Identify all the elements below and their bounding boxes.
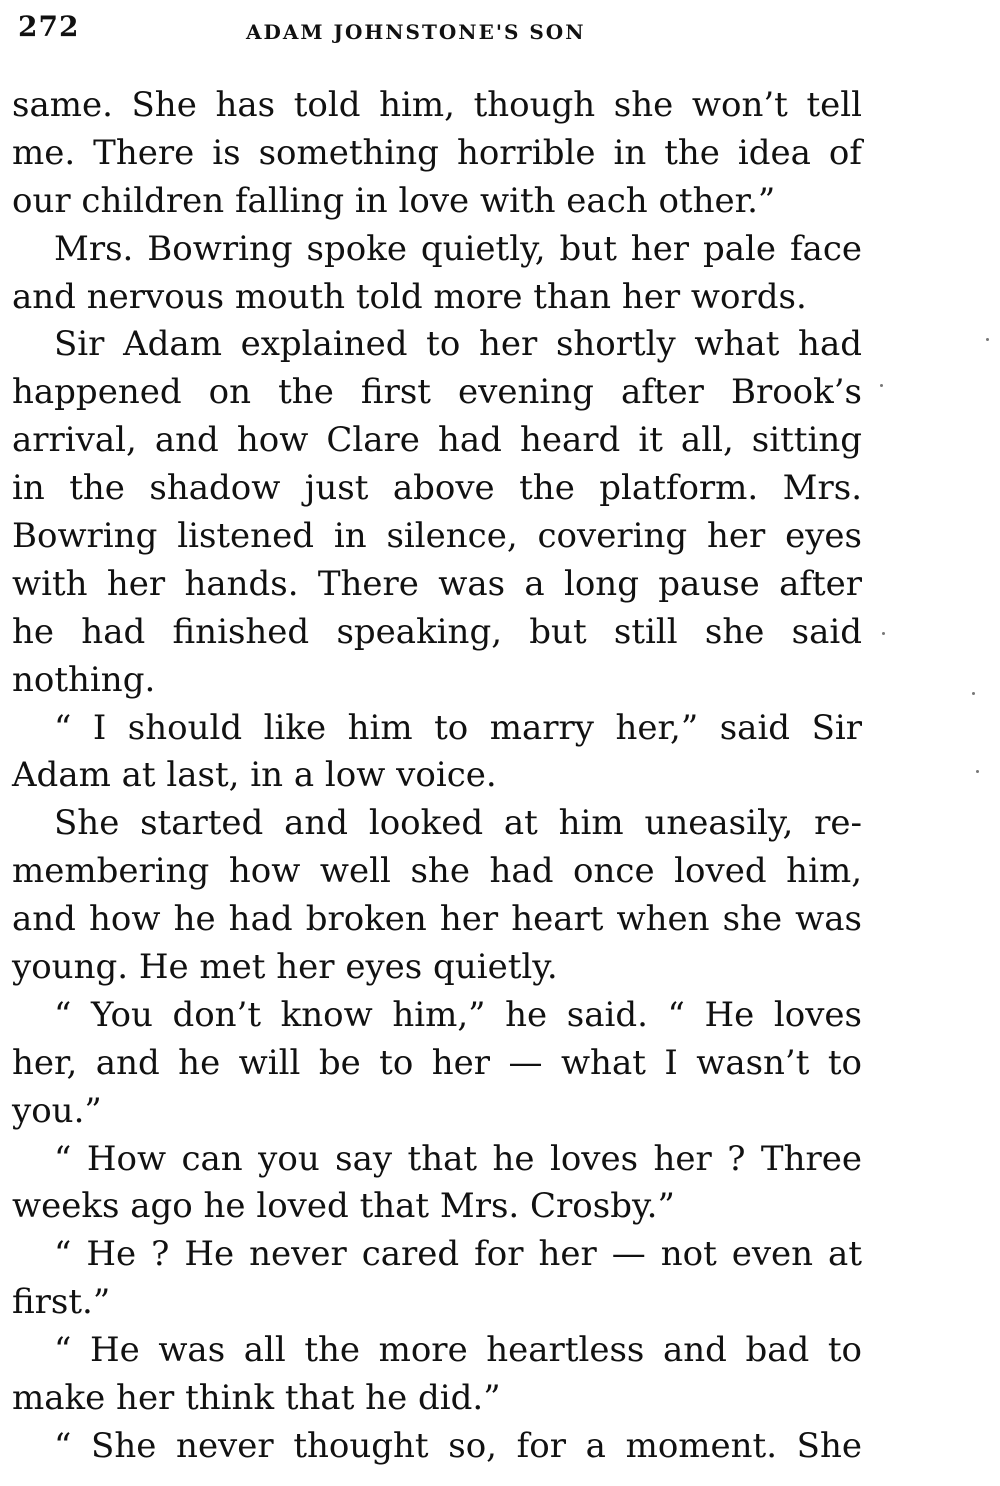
text-line: arrival, and how Clare had heard it all, sitting — [12, 420, 862, 461]
text-line: Bowring listened in silence, covering her eyes — [12, 516, 862, 557]
text-line: in the shadow just above the platform. Mrs. — [12, 468, 862, 509]
text-line: Sir Adam explained to her shortly what had — [54, 324, 862, 365]
text-line: weeks ago he loved that Mrs. Crosby.” — [12, 1186, 675, 1227]
text-line: nothing. — [12, 659, 156, 700]
page-header — [18, 10, 858, 46]
text-line: Adam at last, in a low voice. — [12, 755, 497, 796]
text-line: same. She has told him, though she won’t tell — [12, 85, 862, 125]
text-line: Mrs. Bowring spoke quietly, but her pale face — [54, 228, 862, 269]
text-line: “ I should like him to marry her,” said Sir — [54, 707, 862, 748]
text-line: make her think that he did.” — [12, 1378, 501, 1419]
text-line: our children falling in love with each other.” — [12, 180, 776, 221]
text-line: young. He met her eyes quietly. — [12, 947, 558, 988]
text-line: She started and looked at him uneasily, re- — [54, 803, 862, 844]
text-line: me. There is something horrible in the idea of — [12, 132, 862, 173]
scan-speck — [986, 338, 989, 341]
text-line: “ How can you say that he loves her ? Three — [54, 1138, 862, 1179]
body-text — [12, 82, 862, 1471]
scan-speck — [976, 770, 979, 773]
running-title: ADAM JOHNSTONE'S SON — [246, 20, 586, 44]
scan-speck — [972, 692, 975, 695]
text-line: “ She never thought so, for a moment. She — [54, 1425, 862, 1466]
text-line: happened on the first evening after Brook’s — [12, 372, 862, 413]
text-line: he had finished speaking, but still she said — [12, 611, 862, 652]
page-number: 272 — [18, 10, 80, 43]
text-line: membering how well she had once loved him, — [12, 851, 862, 892]
text-line: her, and he will be to her — what I wasn’t to — [12, 1042, 862, 1083]
scan-speck — [882, 632, 885, 635]
text-line: and how he had broken her heart when she was — [12, 899, 862, 940]
text-line: you.” — [12, 1090, 102, 1131]
text-line: “ You don’t know him,” he said. “ He loves — [54, 994, 862, 1035]
text-line: “ He was all the more heartless and bad to — [54, 1330, 862, 1371]
scan-speck — [880, 384, 883, 387]
text-line: first.” — [12, 1282, 111, 1323]
text-line: and nervous mouth told more than her words. — [12, 276, 807, 317]
text-line: “ He ? He never cared for her — not even at — [54, 1234, 862, 1275]
text-line: with her hands. There was a long pause after — [12, 563, 862, 604]
